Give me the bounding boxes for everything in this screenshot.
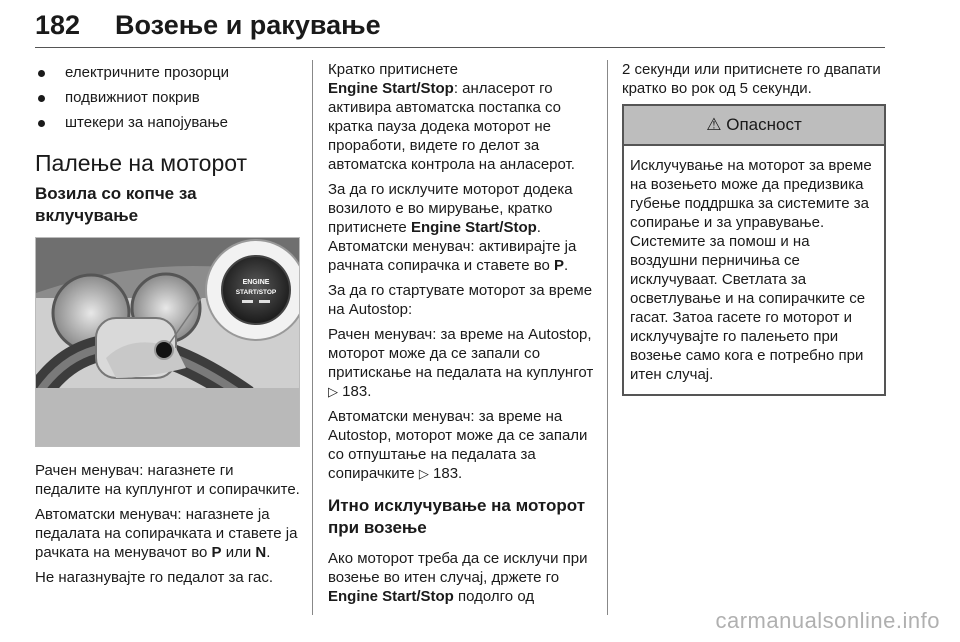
warning-box: [622, 104, 886, 396]
column-3: [622, 60, 886, 396]
paragraph-short-press: Кратко притиснете Engine Start/Stop: анласерот го активира автоматска постапка со кратка пауза додека моторот не проработи, видете го делот за автоматска контрола на анласерот.: [328, 61, 575, 173]
paragraph-autostop-automatic: Автоматски менувач: за време на Autostop, моторот може да се запали со отпуштање на педалата за сопирачките ▷ 183.: [328, 408, 588, 482]
page-title: Возење и ракување: [115, 10, 381, 40]
dashboard-figure: [35, 237, 300, 447]
warning-title: Опасност: [726, 115, 802, 134]
paragraph-autostop: За да го стартувате моторот за време на Autostop:: [328, 282, 593, 318]
subsection-title-emergency: Итно исклучување на моторот при возење: [328, 496, 586, 537]
paragraph-throttle: Не нагазнувајте го педалот за гас.: [35, 569, 274, 586]
button-label-startstop: START/STOP: [235, 289, 277, 296]
column-divider-1: [312, 60, 313, 615]
page-header: [35, 4, 885, 48]
warning-triangle-icon: ⚠: [706, 115, 722, 134]
page-number: 182: [35, 10, 81, 40]
section-title: Палење на моторот: [35, 150, 248, 176]
paragraph-continued: 2 секунди или притиснете го двапати кратко во рок од 5 секунди.: [622, 61, 881, 97]
paragraph-manual: Рачен менувач: нагазнете ги педалите на куплунгот и сопирачките.: [35, 462, 300, 498]
watermark: carmanualsonline.info: [715, 608, 940, 633]
button-label-engine: ENGINE: [242, 279, 270, 286]
bullet-item: електричните прозорци: [35, 60, 300, 85]
pointer-ref-icon: ▷: [328, 384, 338, 399]
bullet-list: [35, 60, 300, 135]
paragraph-automatic: Автоматски менувач: нагазнете ја педалата на сопирачката и ставете ја рачката на менувачот во P или N.: [35, 506, 298, 561]
column-2: [328, 60, 596, 612]
column-1: [35, 60, 300, 593]
bullet-item: подвижниот покрив: [35, 85, 300, 110]
column-divider-2: [607, 60, 608, 615]
engine-start-illustration: [36, 238, 299, 446]
paragraph-stop-engine: За да го исклучите моторот додека возилото е во мирување, кратко притиснете Engine Start/Stop. Автоматски менувач: активирајте ја рачната сопирачка и ставете во P.: [328, 181, 577, 274]
subsection-title: Возила со копче за вклучување: [35, 184, 197, 225]
paragraph-autostop-manual: Рачен менувач: за време на Autostop, моторот може да се запали со притискање на педалата на куплунгот ▷ 183.: [328, 326, 594, 400]
pointer-ref-icon: ▷: [418, 466, 429, 481]
bullet-item: штекери за напојување: [35, 110, 300, 135]
warning-text: Исклучување на моторот за време на возењето може да предизвика губење поддршка за системите за сопирање и за управување. Системите за помош и на воздушни перничиња се исклучуваат. Светлата за осветлување и на сопирачките се гасат. Затоа гасете го моторот и исклучувајте го палењето при возење само кога е потребно при итен случај.: [630, 157, 872, 383]
warning-header: [624, 106, 884, 146]
paragraph-emergency: Ако моторот треба да се исклучи при возење во итен случај, држете го Engine Start/Stop подолго од: [328, 550, 588, 605]
header-rule: [35, 47, 885, 48]
